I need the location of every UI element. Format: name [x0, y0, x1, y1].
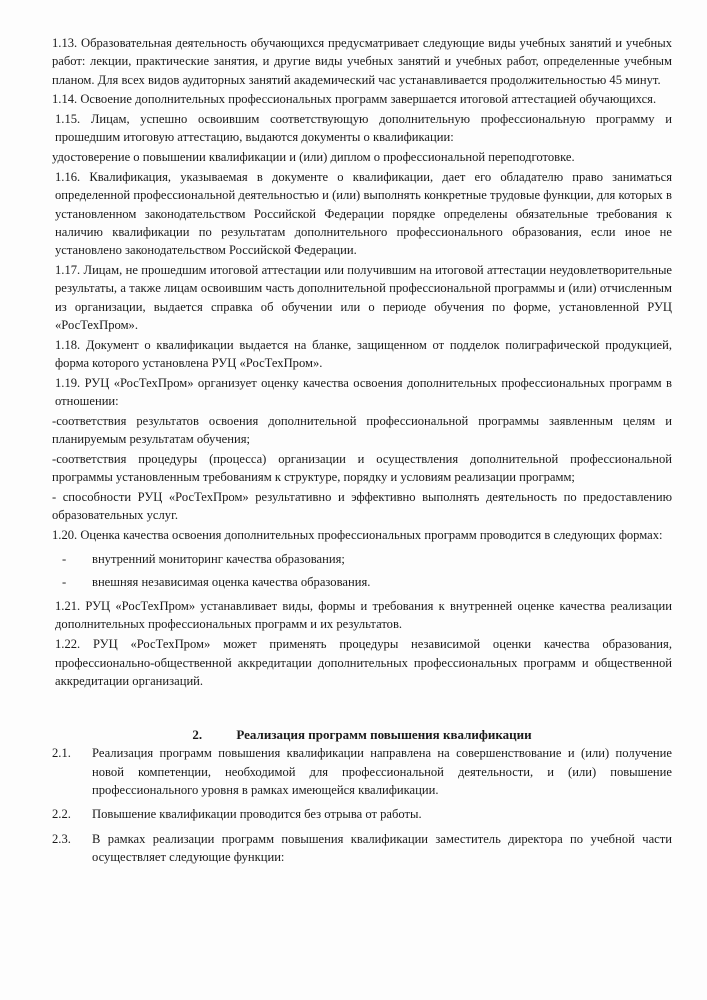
- section-item: [52, 744, 672, 799]
- section-item-number: 2.1.: [52, 746, 71, 761]
- paragraph-1-18: 1.18. Документ о квалификации выдается на бланке, защищенном от подделок полиграфической продукцией, форма которого установлена РУЦ «РосТехПром».: [55, 337, 672, 371]
- paragraph-1-19-item-capability: - способности РУЦ «РосТехПром» результативно и эффективно выполнять деятельность по предоставлению образовательных услуг.: [52, 490, 672, 523]
- document-body: [52, 34, 672, 872]
- paragraph-1-13: 1.13. Образовательная деятельность обучающихся предусматривает следующие виды учебных занятий и учебных работ: лекции, практические занятия, и другие виды учебных занятий и учебных работ, определенные учебным планом. Для всех видов аудиторных занятий академический час устанавливается продолжительностью 45 минут.: [52, 36, 672, 87]
- paragraph-1-21: 1.21. РУЦ «РосТехПром» устанавливает виды, формы и требования к внутренней оценке качества реализации дополнительных профессиональных программ и их результатов.: [55, 599, 672, 632]
- list-dash: -: [62, 551, 67, 566]
- paragraph-1-20: 1.20. Оценка качества освоения дополнительных профессиональных программ проводится в следующих формах:: [52, 528, 663, 543]
- section-item-text: В рамках реализации программ повышения квалификации заместитель директора по учебной части осуществляет следующие функции:: [92, 831, 672, 864]
- section-item: [52, 805, 672, 823]
- list-item: [52, 573, 672, 591]
- section-heading: [52, 726, 672, 744]
- section-number: 2.: [192, 727, 203, 743]
- paragraph-1-19-item-procedure: -соответствия процедуры (процесса) организации и осуществления дополнительной профессиональной программы установленным требованиям к структуре, порядку и условиям реализации программ;: [52, 452, 672, 485]
- paragraph-1-15-documents: удостоверение о повышении квалификации и (или) диплом о профессиональной переподготовке.: [52, 150, 575, 165]
- section-item-number: 2.2.: [52, 807, 71, 822]
- list-item-text: внутренний мониторинг качества образования;: [92, 551, 345, 566]
- paragraph-1-15: 1.15. Лицам, успешно освоившим соответствующую дополнительную профессиональную программу и прошедшим итоговую аттестацию, выдаются документы о квалификации:: [55, 112, 672, 145]
- section-title: Реализация программ повышения квалификации: [236, 727, 532, 743]
- section-item-text: Повышение квалификации проводится без отрыва от работы.: [92, 807, 422, 822]
- paragraph-1-17: 1.17. Лицам, не прошедшим итоговой аттестации или получившим на итоговой аттестации неудовлетворительные результаты, а также лицам освоившим часть дополнительной профессиональной программы и (или) отчисленным из организации, выдается справка об обучении или о периоде обучения по форме, установленной РУЦ «РосТехПром».: [55, 263, 672, 332]
- list-item-text: внешняя независимая оценка качества образования.: [92, 574, 371, 589]
- section-item-text: Реализация программ повышения квалификации направлена на совершенствование и (или) получение новой компетенции, необходимой для профессиональной деятельности, и (или) повышение профессионального уровня в рамках имеющейся квалификации.: [92, 746, 672, 797]
- paragraph-1-14: 1.14. Освоение дополнительных профессиональных программ завершается итоговой аттестацией обучающихся.: [52, 92, 657, 107]
- section-item-number: 2.3.: [52, 831, 71, 846]
- paragraph-1-22: 1.22. РУЦ «РосТехПром» может применять процедуры независимой оценки качества образования, профессионально-общественной аккредитации дополнительных профессиональных программ и общественной аккредитации организаций.: [55, 637, 672, 688]
- paragraph-1-19: 1.19. РУЦ «РосТехПром» организует оценку качества освоения дополнительных профессиональных программ в отношении:: [55, 375, 672, 409]
- list-item: [52, 550, 672, 568]
- paragraph-1-16: 1.16. Квалификация, указываемая в документе о квалификации, дает его обладателю право заниматься определенной профессиональной деятельностью и (или) выполнять конкретные трудовые функции, для которых в установленном законодательством Российской Федерации порядке определены обязательные требования к наличию квалификации по результатам дополнительного профессионального образования, если иное не установлено законодательством Российской Федерации.: [55, 170, 672, 258]
- section-item: [52, 830, 672, 867]
- list-dash: -: [62, 574, 67, 589]
- paragraph-1-19-item-results: -соответствия результатов освоения дополнительной профессиональной программы заявленным целям и планируемым результатам обучения;: [52, 413, 672, 447]
